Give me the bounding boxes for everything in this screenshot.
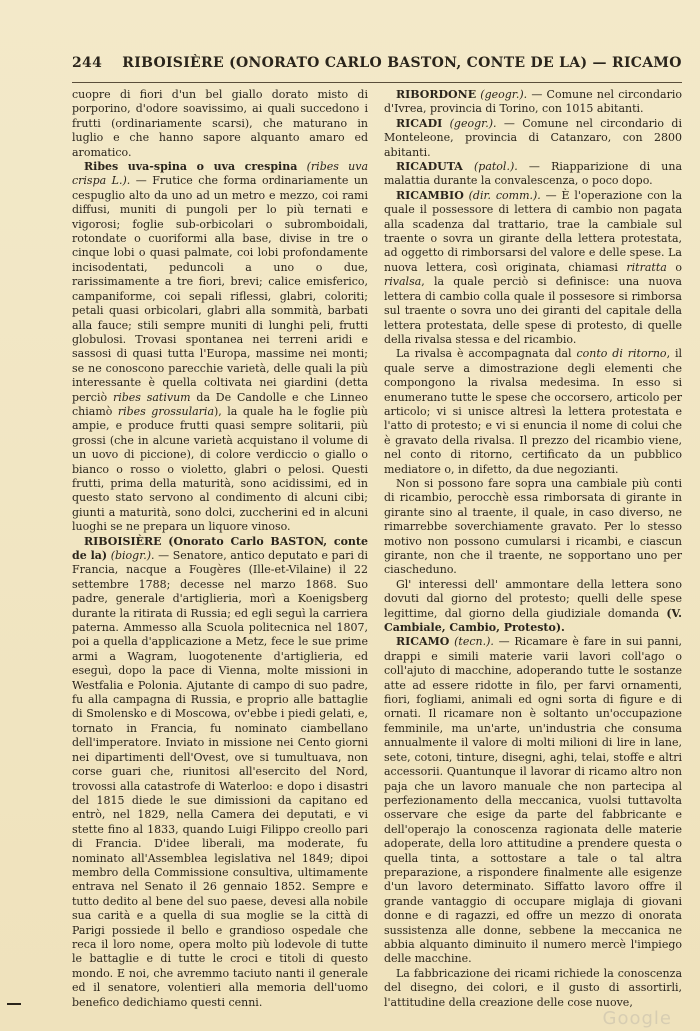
paragraph [384,967,682,1010]
emphasis: rivalsa [384,275,422,289]
left-column [72,88,368,1010]
emphasis: ritratta [626,260,667,274]
entry-term: RICAMO [396,635,450,649]
page-number: 244 [72,55,103,71]
entry-ricadi [384,117,682,160]
entry-term: RICADI [396,116,443,130]
entry-gloss: (tecn.). [454,635,494,649]
entry-ricambio [384,189,682,347]
header-rule [72,82,682,83]
entry-gloss: (ribes uva crispa L.). [72,160,369,188]
right-column [384,88,682,1010]
entry-text: — È l'operazione con la quale il possessore di lettera di cambio non pagata alla scadenza dal trattario, trae la cambiale sul traente o sovra un girante della lettera protestata, ad oggetto di rimborsarsi del valore e delle spese. La nuova lettera, così originata, chiamasi [384,188,683,274]
paragraph [384,477,682,578]
latin-name: ribes sativum [112,390,191,404]
paragraph-text: Gl' interessi dell' ammontare della lettera sono dovuti dal giorno del protesto; quelli delle spese legittime, dal giorno della giudiziale domanda [384,577,682,620]
entry-gloss: (geogr.). [449,116,497,130]
running-head: RIBOISIÈRE (ONORATO CARLO BASTON, CONTE DE LA) — RICAMO [122,55,682,71]
paragraph-text: , il quale serve a dimostrazione degli elementi che compongono la rivalsa medesima. In esso si enumerano tutte le spese che occorsero, articolo per articolo; vi si unisce altresì la lettera protestata e l'atto di protesto; e vi si enuncia il nome di colui che è gravato della rivalsa. Il prezzo del ricambio viene, nel conto di ritorno, certificato da un pubblico mediatore o, in difetto, da due negozianti. [384,347,682,476]
page-header [72,55,682,77]
entry-term: RIBOISIÈRE (Onorato Carlo BASTON, conte de la) [72,534,368,562]
entry-text: — Comune nel circondario d'Ivrea, provincia di Torino, con 1015 abitanti. [384,88,682,116]
entry-text: — Comune nel circondario di Monteleone, provincia di Catanzaro, con 2800 abitanti. [384,116,682,159]
entry-riboisiere [72,535,368,1010]
entry-term: RIBORDONE [396,88,477,101]
entry-ribes-uva-spina [72,160,368,535]
paragraph-text: cuopre di fiori d'un bel giallo dorato misto di porporino, d'odore soavissimo, ai quali succedono i frutti (ordinariamente scarsi), che maturano in luglio e che hanno sapore alquanto amaro ed aromatico. [72,88,368,159]
watermark-logo: Google [602,1008,672,1029]
entry-ricamo [384,635,682,966]
paragraph [384,347,682,477]
paragraph-text: Non si possono fare sopra una cambiale più conti di ricambio, perocchè essa rimborsata di girante in girante sino al traente, il quale, in caso diverso, ne rimarrebbe soverchiamente gravato. Per lo stesso motivo non possono cumularsi i ricambi, e ciascun girante, non che il traente, ne sopportano uno per ciascheduno. [384,476,682,577]
emphasis: conto di ritorno [576,347,667,361]
entry-ribordone [384,88,682,117]
entry-ricaduta [384,160,682,189]
entry-text: ), la quale ha le foglie più ampie, e produce frutti quasi sempre solitarii, più grossi (che in alcune varietà acquistano il volume di un uovo di piccione), di colore verdiccio o giallo o bianco o rosso o violetto, glabri o pelosi. Questi frutti, prima della maturità, sono acidissimi, ed in questo stato servono al condimento di alcuni cibi; giunti a maturità, sono dolci, zuccherini ed in alcuni luoghi se ne prepara un liquore vinoso. [72,404,369,534]
entry-text: , la quale perciò si definisce: una nuova lettera di cambio colla quale il possesore si rimborsa sul traente o sovra uno dei giranti del capitale della lettera protestata, delle spese di protesto, di quelle della rivalsa stessa e del ricambio. [384,275,682,346]
entry-gloss: (dir. comm.). [468,188,541,202]
cross-reference: (V. Cambiale, Cambio, Protesto). [384,606,682,635]
entry-text: — Ricamare è fare in sui panni, drappi e simili materie varii lavori coll'ago o coll'ajuto di macchine, adoperando tutte le sostanze atte ad essere ridotte in filo, per farvi ornamenti, fiori, fogliami, animali ed ogni sorta di figure e di ornati. Il ricamare non è soltanto un'occupazione femminile, ma un'arte, un'industria che consuma annualmente il valore di molti milioni di lire in lane, sete, cotoni, tinture, disegni, aghi, telai, stoffe e altri accessorii. Quantunque il lavorar di ricamo altro non paja che un lavoro manuale che non partecipa al perfezionamento della meccanica, vuolsi tuttavolta osservare che esige da parte del fabbricante e dell'operajo la conoscenza ragionata delle materie adoperate, della loro attitudine a prendere questa o quella tinta, a sottostare a tale o tal altra preparazione, a rispondere finalmente alle esigenze d'un lavoro determinato. Siffatto lavoro offre il grande vantaggio di occupare miglaja di giovani donne e di ragazzi, ed offre un mezzo di onorata sussistenza alle donne, sebbene la meccanica ne abbia alquanto diminuito il numero mercè l'impiego delle macchine. [384,635,683,966]
entry-term: RICADUTA [396,160,463,174]
margin-mark [7,1003,21,1005]
paragraph-text: La fabbricazione dei ricami richiede la conoscenza del disegno, dei colori, e il gusto di assortirli, l'attitudine della creazione delle cose nuove, [384,966,682,1009]
paragraph-text: La rivalsa è accompagnata dal [396,347,572,361]
entry-text: da De Candolle e che Linneo chiamò [72,390,369,418]
entry-text: o [675,260,682,274]
entry-text: — Riapparizione di una malattia durante la convalescenza, o poco dopo. [384,160,683,188]
entry-text: — Senatore, antico deputato e pari di Francia, nacque a Fougères (Ille-et-Vilaine) il 22 settembre 1788; decesse nel marzo 1868. Suo padre, generale d'artiglieria, morì a Koenigsberg durante la ritirata di Russia; ed egli seguì la carriera paterna. Ammesso alla Scuola politecnica nel 1807, poi a quella d'applicazione a Metz, fece le sue prime armi a Wagram, luogotenente d'artiglieria, ed eseguì, dopo la pace di Vienna, molte missioni in Westfalia e Polonia. Ajutante di campo di suo padre, fu alla campagna di Russia, e proprio alle battaglie di Smolensko e di Moscowa, ov'ebbe i piedi gelati, e, tornato in Francia, fu nominato ciambellano dell'imperatore. Inviato in missione nei Cento giorni nei dipartimenti dell'Ovest, ove si tumultuava, non corse guari che, riunitosi all'esercito del Nord, trovossi alla catastrofe di Waterloo: e dopo i disastri del 1815 diede le sue dimissioni da capitano ed entrò, nel 1829, nella Camera dei deputati, e vi stette fino al 1833, quando Luigi Filippo creollo pari di Francia. D'idee liberali, ma moderate, fu nominato all'Assemblea legislativa nel 1849; dipoi membro della Commissione consultiva, ultimamente entrava nel Senato il 26 gennaio 1852. Sempre e tutto dedito al bene del suo paese, devesi alla nobile sua carità e a quella di sua moglie se la città di Parigi possiede il bello e grandioso ospedale che reca il loro nome, opera molto più lodevole di tutte le battaglie e di tutte le croci e titoli di questo mondo. E noi, che avremmo taciuto nanti il generale ed il senatore, volentieri alla memoria dell'uomo benefico dedichiamo questi cenni. [72,549,369,1009]
paragraph [72,88,368,160]
entry-gloss: (geogr.). [480,88,528,101]
latin-name: ribes grossularia [117,404,215,418]
entry-gloss: (biogr.). [110,549,155,562]
entry-term: RICAMBIO [396,188,464,202]
paragraph [384,578,682,636]
entry-text: — Frutice che forma ordinariamente un cespuglio alto da uno ad un metro e mezzo, coi rami diffusi, muniti di pungoli per lo più ternati e vigorosi; foglie sub-orbicolari o subromboidali, rotondate o cuoriformi alla base, divise in tre o cinque lobi o quasi palmate, coi lobi profondamente incisodentati, peduncoli a uno o due, rarissimamente a tre fiori, brevi; calice emisferico, campaniforme, coi sepali riflessi, glabri, coloriti; petali quasi orbicolari, glabri alla sommità, barbati alla fauce; stili sempre muniti di lunghi peli, frutti globulosi. Trovasi spontanea nei terreni aridi e sassosi di quasi tutta l'Europa, massime nei monti; se ne conoscono parecchie varietà, delle quali la più interessante è quella coltivata nei giardini (detta perciò [72,174,368,404]
entry-gloss: (patol.). [474,160,518,174]
entry-term: Ribes uva-spina o uva crespina [84,160,298,174]
